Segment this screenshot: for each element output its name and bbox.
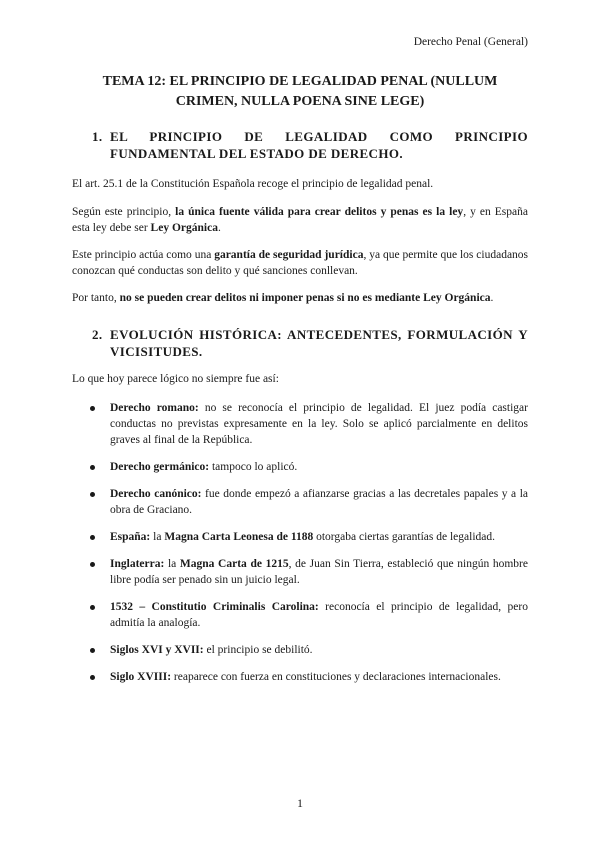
list-item	[88, 599, 528, 631]
text-run: fue donde empezó a afianzarse gracias a las decretales papales y a la obra de Graciano.	[110, 488, 529, 516]
text-run: la	[164, 558, 180, 570]
text-run: reaparece con fuerza en constituciones y declaraciones internacionales.	[171, 671, 501, 683]
bold-text: España:	[110, 531, 151, 543]
page-number: 1	[297, 796, 303, 810]
list-item	[88, 556, 528, 588]
page-header: Derecho Penal (General)	[413, 36, 528, 48]
bullet-icon	[90, 562, 95, 567]
bullet-icon	[90, 648, 95, 653]
title-line-2: CRIMEN, NULLA POENA SINE LEGE)	[175, 94, 425, 109]
text-run: , y en España esta ley debe ser	[72, 206, 528, 234]
text-run: no se reconocía el principio de legalidad. El juez podía castigar conductas no previstas expresamente en la ley. Solo se aplicó parcialmente en delitos graves al final de la República.	[110, 402, 528, 446]
bold-text: Ley Orgánica	[150, 222, 218, 234]
bold-text: la única fuente válida para crear delitos y penas es la ley	[175, 206, 464, 218]
text-run: reconocía el principio de legalidad, pero admitía la analogía.	[110, 601, 528, 629]
bullet-icon	[90, 605, 95, 610]
text-run: la	[150, 531, 165, 543]
text-run: , ya que permite que los ciudadanos conozcan qué conductas son delito y qué sanciones conllevan.	[72, 249, 529, 277]
bullet-icon	[90, 675, 95, 680]
bullet-icon	[90, 406, 95, 411]
list-item	[88, 669, 528, 685]
bold-text: garantía de seguridad jurídica	[214, 249, 364, 261]
bold-text: Magna Carta de 1215	[179, 558, 289, 570]
text-run: .	[490, 292, 494, 304]
text-run: el principio se debilitó.	[203, 644, 313, 656]
section-number: 2.	[92, 327, 103, 342]
list-item	[88, 400, 528, 448]
section-heading-1	[92, 128, 528, 162]
section-number: 1.	[92, 129, 103, 144]
bullet-icon	[90, 465, 95, 470]
title-line-1: TEMA 12: EL PRINCIPIO DE LEGALIDAD PENAL (NULLUM	[102, 74, 498, 89]
bold-text: no se pueden crear delitos ni imponer penas si no es mediante Ley Orgánica	[119, 292, 491, 304]
bullet-icon	[90, 492, 95, 497]
bold-text: Inglaterra:	[110, 558, 165, 570]
text-run: otorgaba ciertas garantías de legalidad.	[313, 531, 495, 543]
paragraph	[72, 247, 528, 279]
paragraph: Lo que hoy parece lógico no siempre fue así:	[72, 373, 279, 385]
bold-text: Siglo XVIII:	[110, 671, 172, 683]
text-run: .	[217, 222, 221, 234]
bold-text: Siglos XVI y XVII:	[110, 644, 204, 656]
paragraph	[72, 204, 528, 236]
text-run: Según este principio,	[72, 206, 176, 218]
section-heading-2	[92, 326, 528, 360]
history-list	[88, 400, 528, 696]
text-run: Este principio actúa como una	[72, 249, 215, 261]
section-title: EVOLUCIÓN HISTÓRICA: ANTECEDENTES, FORMULACIÓN Y VICISITUDES.	[110, 327, 528, 359]
section-title: EL PRINCIPIO DE LEGALIDAD COMO PRINCIPIO FUNDAMENTAL DEL ESTADO DE DERECHO.	[110, 129, 528, 161]
text-run: , de Juan Sin Tierra, estableció que ningún hombre libre podía ser penado sin un juicio legal.	[110, 558, 528, 586]
list-item	[88, 459, 528, 475]
list-item	[88, 486, 528, 518]
text-run: tampoco lo aplicó.	[209, 461, 298, 473]
list-item	[88, 642, 528, 658]
bold-text: 1532 – Constitutio Criminalis Carolina:	[110, 601, 319, 613]
bold-text: Derecho romano:	[110, 402, 199, 414]
bold-text: Derecho canónico:	[110, 488, 202, 500]
list-item	[88, 529, 528, 545]
bold-text: Derecho germánico:	[110, 461, 210, 473]
bullet-icon	[90, 535, 95, 540]
text-run: Por tanto,	[72, 292, 120, 304]
page-title	[90, 72, 510, 112]
paragraph	[72, 290, 528, 306]
paragraph: El art. 25.1 de la Constitución Española recoge el principio de legalidad penal.	[72, 178, 434, 190]
bold-text: Magna Carta Leonesa de 1188	[164, 531, 314, 543]
